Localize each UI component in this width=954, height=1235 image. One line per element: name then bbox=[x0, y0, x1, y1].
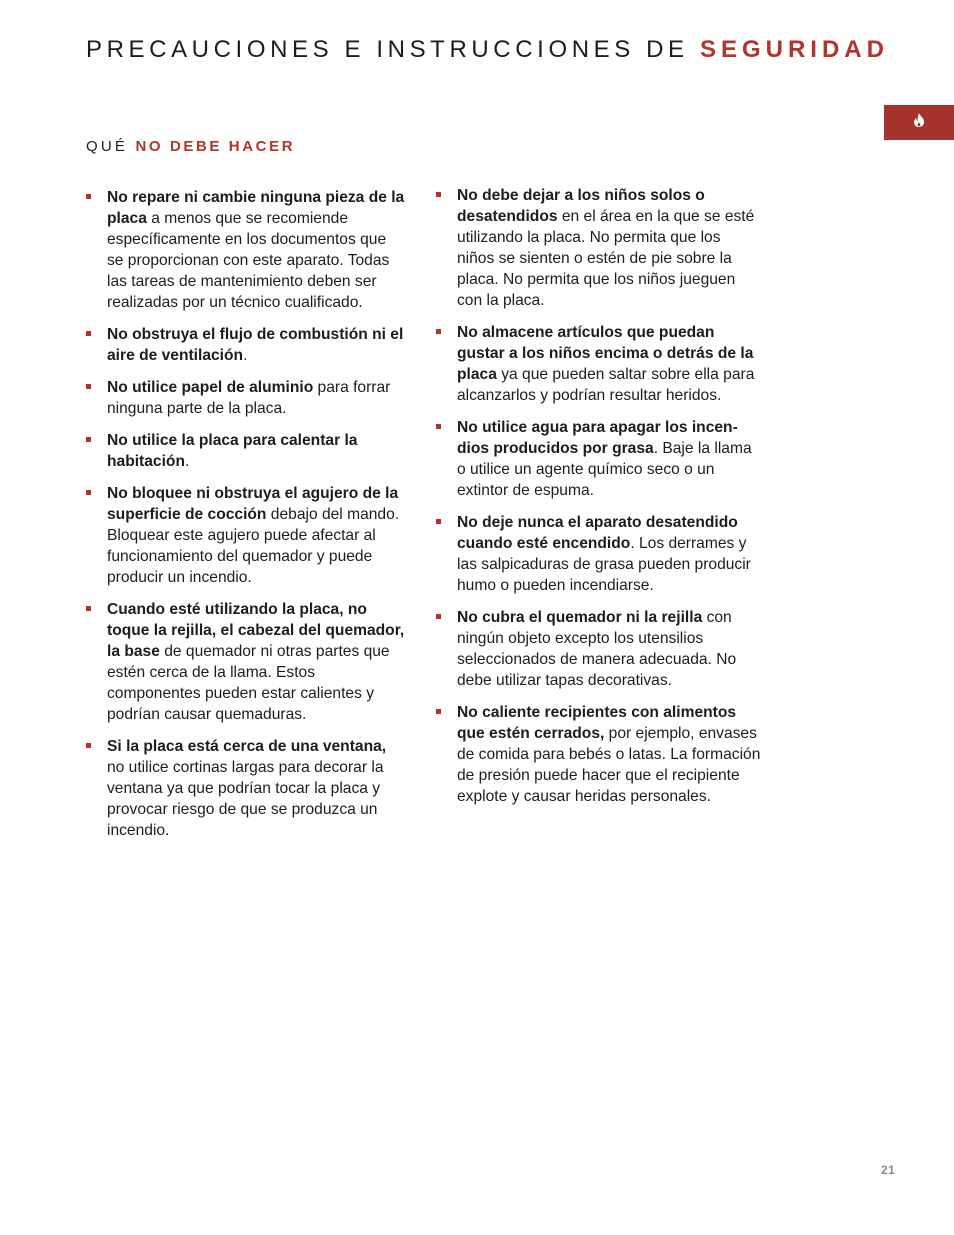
item-bold-text: No repare ni cambie ninguna pieza de la placa bbox=[107, 189, 405, 227]
item-text: a menos que se recomiende específicamente en los documentos que se proporcionan con este aparato. Todas las tareas de mantenimiento deben ser realizadas por un técnico cualificado. bbox=[107, 210, 390, 311]
list-item bbox=[86, 483, 406, 588]
item-text: . Los derrames y las salpicaduras de grasa pueden producir humo o pueden incendiarse. bbox=[457, 535, 751, 594]
section-heading-accent: NO DEBE HACER bbox=[135, 138, 296, 155]
page-title bbox=[86, 36, 889, 64]
right-column-list bbox=[436, 185, 762, 818]
item-bold-text: No debe dejar a los niños solos o desatendidos bbox=[457, 187, 705, 225]
list-item bbox=[436, 417, 762, 501]
list-item bbox=[86, 324, 406, 366]
item-bold-text: No utilice la placa para calentar la habitación bbox=[107, 432, 358, 470]
list-item bbox=[86, 430, 406, 472]
item-bold-text: Cuando esté utilizando la placa, no toque la rejilla, el cabezal del quemador, la base bbox=[107, 601, 405, 660]
item-text: para forrar ninguna parte de la placa. bbox=[107, 379, 391, 417]
item-text: de quemador ni otras partes que estén cerca de la llama. Estos componentes pueden estar calientes y podrían causar quemaduras. bbox=[107, 643, 390, 723]
bullet-icon bbox=[436, 519, 441, 524]
section-heading-prefix: QUÉ bbox=[86, 138, 136, 155]
item-bold-text: No almacene artículos que puedan gustar a los niños encima o detrás de la placa bbox=[457, 324, 754, 383]
item-text: . Baje la llama o utilice un agente químico seco o un extintor de espuma. bbox=[457, 440, 752, 499]
page-number: 21 bbox=[881, 1163, 896, 1177]
page-title-prefix: PRECAUCIONES E INSTRUCCIONES DE bbox=[86, 36, 700, 63]
list-item bbox=[86, 599, 406, 725]
list-item bbox=[436, 607, 762, 691]
list-item bbox=[86, 187, 406, 313]
item-text: . bbox=[243, 347, 248, 364]
bullet-icon bbox=[86, 743, 91, 748]
bullet-icon bbox=[436, 709, 441, 714]
flame-icon bbox=[913, 113, 925, 132]
left-column-list bbox=[86, 187, 406, 852]
section-tab bbox=[884, 105, 954, 140]
item-bold-text: No bloquee ni obstruya el agujero de la superficie de cocción bbox=[107, 485, 399, 523]
bullet-icon bbox=[436, 192, 441, 197]
item-bold-text: No utilice papel de aluminio bbox=[107, 379, 314, 396]
bullet-icon bbox=[436, 614, 441, 619]
item-text: . bbox=[184, 453, 190, 470]
item-text: ya que pueden saltar sobre ella para alcanzarlos y podrían resultar heridos. bbox=[457, 366, 755, 404]
bullet-icon bbox=[86, 606, 91, 611]
list-item bbox=[86, 377, 406, 419]
bullet-icon bbox=[86, 331, 91, 336]
item-bold-text: Si la placa está cerca de una ventana, bbox=[107, 738, 387, 755]
section-heading bbox=[86, 138, 295, 155]
item-bold-text: No utilice agua para apagar los incen- dios producidos por grasa bbox=[457, 419, 738, 457]
item-bold-text: No caliente recipientes con alimentos que estén cerrados, bbox=[457, 704, 737, 742]
bullet-icon bbox=[86, 490, 91, 495]
bullet-icon bbox=[436, 424, 441, 429]
bullet-icon bbox=[86, 384, 91, 389]
list-item bbox=[86, 736, 406, 841]
item-text: por ejemplo, envases de comida para bebés o latas. La formación de presión puede hacer que el recipiente explote y causar heridas personales. bbox=[457, 725, 761, 805]
item-text: debajo del mando. Bloquear este agujero puede afectar al funcionamiento del quemador y puede producir un incendio. bbox=[107, 506, 400, 586]
item-text: en el área en la que se esté utilizando la placa. No permita que los niños se sienten o estén de pie sobre la placa. No permita que los niños jueguen con la placa. bbox=[457, 208, 755, 309]
bullet-icon bbox=[86, 194, 91, 199]
item-text: con ningún objeto excepto los utensilios seleccionados de manera adecuada. No debe utilizar tapas decorativas. bbox=[457, 609, 737, 689]
item-bold-text: No deje nunca el aparato desatendido cuando esté encendido bbox=[457, 514, 738, 552]
item-bold-text: No cubra el quemador ni la rejilla bbox=[457, 609, 703, 626]
list-item bbox=[436, 512, 762, 596]
item-bold-text: No obstruya el flujo de combustión ni el aire de ventilación bbox=[107, 326, 404, 364]
list-item bbox=[436, 185, 762, 311]
bullet-icon bbox=[436, 329, 441, 334]
page-title-accent: SEGURIDAD bbox=[699, 36, 889, 63]
bullet-icon bbox=[86, 437, 91, 442]
list-item bbox=[436, 702, 762, 807]
item-text: no utilice cortinas largas para decorar la ventana ya que podrían tocar la placa y provocar riesgo de que se produzca un incendio. bbox=[107, 759, 384, 839]
list-item bbox=[436, 322, 762, 406]
